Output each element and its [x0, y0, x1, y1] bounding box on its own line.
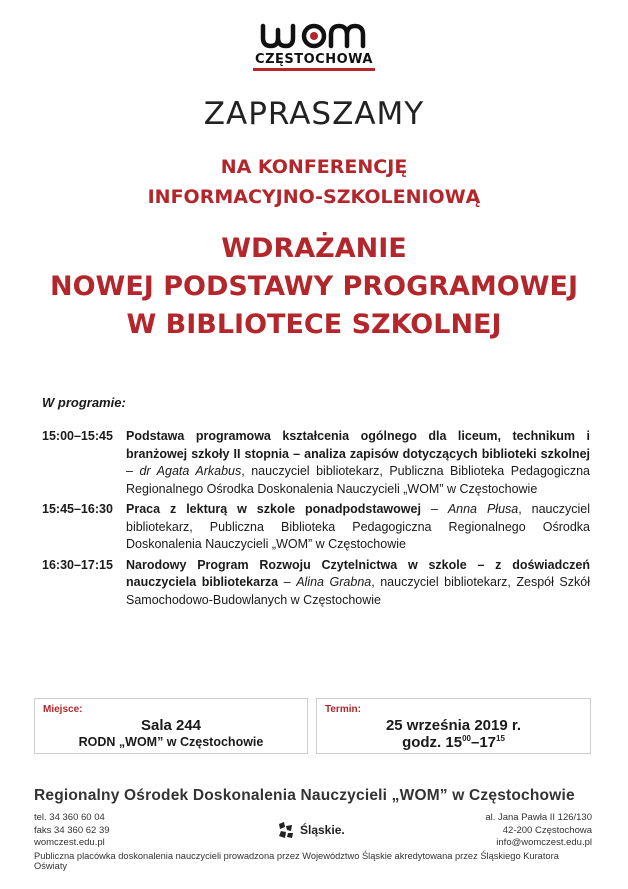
slaskie-emblem-icon	[276, 820, 296, 840]
wom-logo-mark	[259, 22, 369, 50]
conference-line-1: NA KONFERENCJĘ	[220, 156, 408, 178]
contact-phone: tel. 34 360 60 04	[34, 812, 105, 823]
agenda-topic: Podstawa programowa kształcenia ogólnego dla liceum, technikum i branżowej szkoły II stopnia – analiza zapisów dotyczących biblioteki szkolnej	[126, 429, 590, 461]
agenda	[42, 428, 590, 612]
title-line-3: W BIBLIOTECE SZKOLNEJ	[126, 309, 502, 340]
agenda-topic: Narodowy Program Rozwoju Czytelnictwa w szkole – z doświadczeń nauczyciela bibliotekarza	[126, 557, 590, 589]
program-heading: W programie:	[42, 395, 126, 410]
agenda-separator: –	[278, 575, 297, 589]
place-venue: RODN „WOM” w Częstochowie	[78, 735, 264, 749]
title-line-1: WDRAŻANIE	[221, 233, 407, 264]
conference-title	[0, 230, 628, 344]
term-time-start-sup: 00	[462, 734, 471, 743]
footer-note: Publiczna placówka doskonalenia nauczycieli prowadzona przez Województwo Śląskie akredytowana przez Śląskiego Kuratora Oświaty	[34, 851, 559, 871]
term-time	[317, 734, 590, 751]
slaskie-label: Śląskie.	[300, 823, 345, 837]
agenda-speaker: dr Agata Arkabus	[139, 464, 242, 478]
agenda-details: , nauczyciel bibliotekarz, Publiczna Biblioteka Pedagogiczna Regionalnego Ośrodka Doskonalenia Nauczycieli „WOM” w Częstochowie	[126, 464, 590, 496]
conference-type	[0, 152, 628, 212]
agenda-details: , nauczyciel bibliotekarz, Zespół Szkół Samochodowo-Budowlanych w Częstochowie	[126, 575, 591, 607]
contact-city: 42-200 Częstochowa	[502, 824, 592, 836]
agenda-description	[126, 428, 590, 498]
contact-street: al. Jana Pawła II 126/130	[485, 812, 592, 823]
agenda-description	[126, 557, 590, 610]
agenda-topic: Praca z lekturą w szkole ponadpodstawowej	[126, 502, 421, 516]
agenda-time: 15:00–15:45	[42, 429, 113, 443]
contact-right	[485, 812, 592, 850]
agenda-item	[42, 501, 590, 554]
agenda-time: 16:30–17:15	[42, 557, 113, 572]
invite-heading: ZAPRASZAMY	[203, 96, 425, 132]
agenda-description	[126, 501, 590, 554]
term-label: Termin:	[325, 704, 361, 715]
agenda-speaker: Alina Grabna	[296, 575, 372, 589]
contact-left	[34, 812, 110, 850]
term-time-dash: –17	[470, 734, 497, 751]
organization-name: Regionalny Ośrodek Doskonalenia Nauczycieli „WOM” w Częstochowie	[34, 787, 575, 804]
logo-subtitle: CZĘSTOCHOWA	[253, 53, 375, 71]
title-line-2: NOWEJ PODSTAWY PROGRAMOWEJ	[49, 271, 579, 302]
agenda-separator: –	[126, 464, 140, 478]
conference-line-2: INFORMACYJNO-SZKOLENIOWĄ	[147, 186, 481, 208]
place-label: Miejsce:	[43, 704, 83, 715]
contact-fax: faks 34 360 62 39	[34, 824, 110, 836]
contact-website[interactable]: womczest.edu.pl	[34, 837, 105, 848]
agenda-speaker: Anna Płusa	[447, 502, 519, 516]
term-date: 25 września 2019 r.	[385, 717, 522, 734]
wom-logo	[0, 22, 628, 71]
contact-email[interactable]: info@womczest.edu.pl	[496, 837, 592, 848]
term-box	[316, 698, 591, 754]
agenda-item	[42, 428, 590, 498]
term-time-prefix: godz. 15	[402, 734, 463, 751]
slaskie-logo	[276, 820, 345, 840]
place-box	[34, 698, 308, 754]
agenda-separator: –	[420, 502, 448, 516]
agenda-details: , nauczyciel bibliotekarz, Publiczna Biblioteka Pedagogiczna Regionalnego Ośrodka Doskonalenia Nauczycieli „WOM” w Częstochowie	[126, 502, 591, 551]
agenda-time: 15:45–16:30	[42, 502, 113, 516]
agenda-item	[42, 557, 590, 610]
place-room: Sala 244	[140, 717, 202, 734]
term-time-end-sup: 15	[496, 734, 505, 743]
